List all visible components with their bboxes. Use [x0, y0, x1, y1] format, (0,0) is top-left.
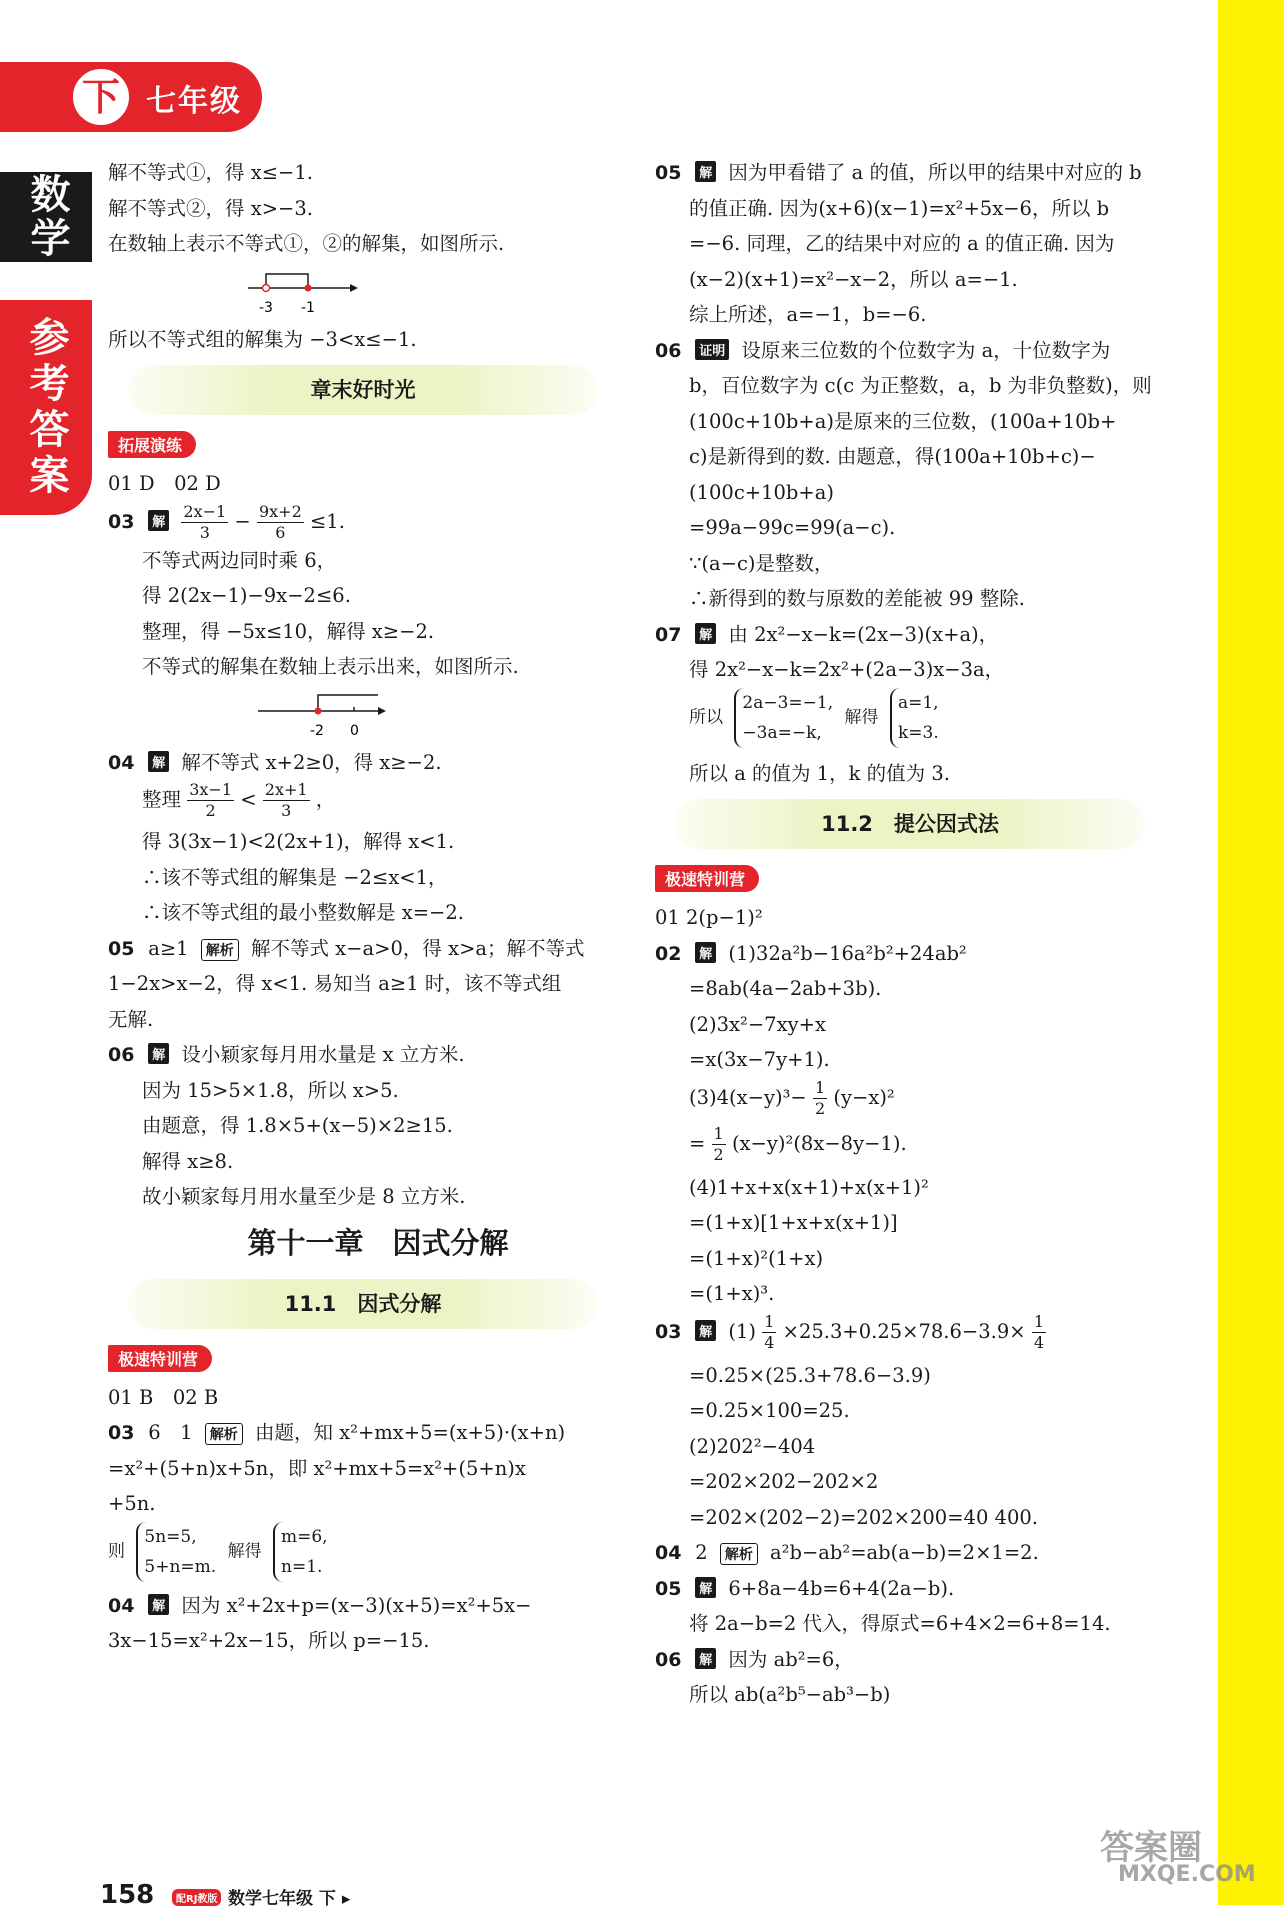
text-line: (x−2)(x+1)=x²−x−2，所以 a=−1.: [689, 267, 1018, 291]
equation-system: 5n=5, 5+n=m.: [136, 1522, 216, 1582]
solution-tag: 解: [148, 751, 169, 772]
text-line: =x(3x−7y+1).: [689, 1048, 830, 1071]
chapter-title: 第十一章 因式分解: [247, 1225, 509, 1260]
question-number: 06: [655, 339, 682, 362]
question-number: 04: [655, 1542, 682, 1564]
fraction: $\frac{2x+1}{3}$: [264, 780, 308, 820]
section-heading: 11.2 提公因式法: [675, 799, 1145, 849]
answer-item: 05 解 6+8a−4b=6+4(2a−b).: [655, 1576, 955, 1600]
question-number: 07: [655, 623, 682, 646]
answer-line: 01 B 02 B: [108, 1385, 219, 1409]
text-line: 整理 $\frac{3x-1}{2}$ < $\frac{2x+1}{3}$ ，: [142, 780, 336, 820]
answer-item: 04 2 解析 a²b−ab²=ab(a−b)=2×1=2.: [655, 1541, 1039, 1564]
text-line: 解不等式②，得 x>−3.: [108, 196, 313, 220]
tick-label: 0: [350, 722, 359, 739]
text-line: =8ab(4a−2ab+3b).: [689, 977, 882, 1000]
volume-badge: 下: [70, 66, 132, 128]
fraction: $\frac{1}{4}$: [764, 1311, 775, 1352]
text-line: 综上所述，a=−1，b=−6.: [689, 303, 927, 326]
equation-system: m=6, n=1.: [273, 1522, 328, 1582]
text-line: 将 2a−b=2 代入，得原式=6+4×2=6+8=14.: [689, 1612, 1111, 1635]
text-line: 因为 15>5×1.8，所以 x>5.: [142, 1078, 399, 1102]
text-line: =202×202−202×2: [689, 1470, 879, 1493]
answer-item: 05 解 因为甲看错了 a 的值，所以甲的结果中对应的 b: [655, 161, 1142, 184]
fraction: $\frac{1}{4}$: [1033, 1311, 1044, 1352]
grade-label: 七年级: [146, 84, 242, 119]
text-line: 解得 x≥8.: [142, 1149, 234, 1173]
fraction: $\frac{2x-1}{3}$: [183, 501, 227, 542]
answer-item: 06 证明 设原来三位数的个位数字为 a，十位数字为: [655, 338, 1111, 362]
answer-item: 06 解 设小颖家每月用水量是 x 立方米.: [108, 1043, 465, 1066]
solution-tag: 解: [148, 1594, 169, 1615]
text-line: 故小颖家每月用水量至少是 8 立方米.: [142, 1185, 466, 1208]
question-number: 06: [655, 1648, 682, 1671]
text-line: 不等式的解集在数轴上表示出来，如图所示.: [142, 655, 519, 678]
question-number: 05: [655, 1577, 682, 1600]
answer-item: 04 解 因为 x²+2x+p=(x−3)(x+5)=x²+5x−: [108, 1593, 532, 1617]
text-line: ∴该不等式组的解集是 −2≤x<1，: [142, 865, 448, 889]
section-heading: 章末好时光: [128, 365, 598, 415]
text-line: 所以 ab(a²b⁵−ab³−b): [689, 1683, 891, 1706]
text-line: 不等式两边同时乘 6，: [142, 548, 337, 572]
tick-label: -3: [259, 299, 273, 316]
question-number: 03: [655, 1320, 682, 1343]
text-line: =−6. 同理，乙的结果中对应的 a 的值正确. 因为: [689, 232, 1115, 255]
text-line: =99a−99c=99(a−c).: [689, 516, 896, 539]
solution-tag: 解: [695, 1648, 716, 1669]
answer-item: 03 解 $\frac{2x-1}{3}$ − $\frac{9x+2}{6}$ ≤1.: [108, 501, 345, 542]
text-line: 所以 a 的值为 1，k 的值为 3.: [689, 761, 950, 785]
text-line: +5n.: [108, 1492, 156, 1515]
practice-label: 极速特训营: [108, 1345, 212, 1372]
subject-side-label: 数学: [0, 172, 92, 262]
analysis-tag: 解析: [201, 939, 239, 961]
number-line-diagram: [258, 689, 388, 741]
solution-tag: 解: [148, 1043, 169, 1064]
answer-item: 02 解 (1)32a²b−16a²b²+24ab²: [655, 941, 967, 965]
section-heading: 11.1 因式分解: [128, 1279, 598, 1329]
equation-system-line: 所以 2a−3=−1, −3a=−k, 解得 a=1, k=3.: [655, 688, 1175, 756]
proof-tag: 证明: [695, 339, 729, 360]
question-number: 06: [108, 1044, 135, 1066]
question-number: 02: [655, 942, 682, 965]
text-line: 1−2x>x−2，得 x<1. 易知当 a≥1 时，该不等式组: [108, 972, 562, 995]
solution-tag: 解: [695, 623, 716, 644]
text-line: = $\frac{1}{2}$ (x−y)²(8x−8y−1).: [689, 1123, 907, 1164]
text-line: (2)3x²−7xy+x: [689, 1012, 826, 1036]
solution-tag: 解: [695, 161, 716, 182]
text-line: ∴新得到的数与原数的差能被 99 整除.: [689, 587, 1025, 610]
text-line: 所以不等式组的解集为 −3<x≤−1.: [108, 327, 417, 351]
question-number: 03: [108, 1422, 135, 1444]
text-line: =x²+(5+n)x+5n，即 x²+mx+5=x²+(5+n)x: [108, 1456, 526, 1480]
text-line: (100c+10b+a): [689, 480, 834, 504]
text-line: 得 2x²−x−k=2x²+(2a−3)x−3a，: [689, 658, 1005, 681]
practice-label: 拓展演练: [108, 431, 196, 458]
text-line: 得 3(3x−1)<2(2x+1)，解得 x<1.: [142, 830, 455, 853]
fraction: $\frac{1}{2}$: [713, 1123, 724, 1164]
text-line: 3x−15=x²+2x−15，所以 p=−15.: [108, 1629, 430, 1652]
answer-item: 03 6 1 解析 由题，知 x²+mx+5=(x+5)·(x+n): [108, 1421, 566, 1444]
tick-label: -2: [310, 722, 324, 739]
fraction: $\frac{3x-1}{2}$: [189, 780, 233, 820]
question-number: 03: [108, 510, 135, 533]
text-line: (4)1+x+x(x+1)+x(x+1)²: [689, 1175, 929, 1199]
equation-system: a=1, k=3.: [890, 688, 939, 748]
text-line: (100c+10b+a)是原来的三位数，(100a+10b+: [689, 409, 1117, 433]
text-line: 整理，得 −5x≤10，解得 x≥−2.: [142, 619, 435, 643]
fraction: $\frac{9x+2}{6}$: [258, 501, 302, 542]
right-column: [655, 155, 1175, 1713]
text-line: 的值正确. 因为(x+6)(x−1)=x²+5x−6，所以 b: [689, 196, 1110, 220]
page-number: 158: [100, 1880, 155, 1910]
text-line: ∴该不等式组的最小整数解是 x=−2.: [142, 901, 464, 924]
solution-tag: 解: [148, 510, 169, 531]
answer-item: 04 解 解不等式 x+2≥0，得 x≥−2.: [108, 750, 442, 774]
text-line: c)是新得到的数. 由题意，得(100a+10b+c)−: [689, 445, 1096, 468]
answer-item: 05 a≥1 解析 解不等式 x−a>0，得 x>a；解不等式: [108, 936, 585, 960]
question-number: 05: [108, 937, 135, 960]
text-line: 得 2(2x−1)−9x−2≤6.: [142, 584, 351, 607]
text-line: b，百位数字为 c(c 为正整数，a，b 为非负整数)，则: [689, 374, 1152, 397]
text-line: =202×(202−2)=202×200=40 400.: [689, 1505, 1038, 1529]
book-title: 数学七年级 下 ▸: [228, 1889, 351, 1909]
text-line: =0.25×(25.3+78.6−3.9): [689, 1363, 931, 1387]
question-number: 04: [108, 751, 135, 774]
text-line: (3)4(x−y)³− $\frac{1}{2}$ (y−x)²: [689, 1077, 895, 1118]
number-line-diagram: [248, 266, 358, 318]
text-line: 由题意，得 1.8×5+(x−5)×2≥15.: [142, 1114, 453, 1137]
analysis-tag: 解析: [205, 1423, 243, 1445]
answer-item: 03 解 (1) $\frac{1}{4}$ ×25.3+0.25×78.6−3.9× $\frac{1}{4}$: [655, 1311, 1044, 1352]
text-line: =(1+x)³.: [689, 1282, 775, 1305]
text-line: 解不等式①，得 x≤−1.: [108, 161, 313, 184]
watermark-url: MXQE.COM: [1118, 1862, 1256, 1887]
answer-item: 06 解 因为 ab²=6，: [655, 1647, 854, 1671]
left-column: [108, 155, 628, 1659]
practice-label: 极速特训营: [655, 865, 759, 892]
equation-system: 2a−3=−1, −3a=−k,: [734, 688, 833, 748]
answer-line: 01 D 02 D: [108, 472, 221, 495]
solution-tag: 解: [695, 1577, 716, 1598]
text-line: =(1+x)²(1+x): [689, 1246, 824, 1270]
question-number: 04: [108, 1594, 135, 1617]
fraction: $\frac{1}{2}$: [814, 1077, 826, 1118]
text-line: =0.25×100=25.: [689, 1399, 850, 1422]
answer-line: 01 2(p−1)²: [655, 906, 763, 929]
tick-label: -1: [301, 299, 315, 316]
yellow-edge-strip: [1218, 0, 1284, 1905]
text-line: 无解.: [108, 1007, 154, 1031]
answer-item: 07 解 由 2x²−x−k=(2x−3)(x+a)，: [655, 622, 999, 646]
edition-badge: 配RJ教版: [172, 1889, 221, 1906]
question-number: 05: [655, 162, 682, 184]
equation-system-line: 则 5n=5, 5+n=m. 解得 m=6, n=1.: [108, 1522, 628, 1588]
text-line: =(1+x)[1+x+x(x+1)]: [689, 1211, 898, 1234]
text-line: (2)202²−404: [689, 1434, 816, 1458]
solution-tag: 解: [695, 1320, 716, 1341]
text-line: ∵(a−c)是整数，: [689, 551, 834, 575]
solution-tag: 解: [695, 942, 716, 963]
watermark-logo: 答案圈: [1100, 1828, 1202, 1868]
answers-side-label: 参考答案: [0, 300, 92, 515]
text-line: 在数轴上表示不等式①，②的解集，如图所示.: [108, 232, 505, 255]
analysis-tag: 解析: [720, 1543, 758, 1565]
